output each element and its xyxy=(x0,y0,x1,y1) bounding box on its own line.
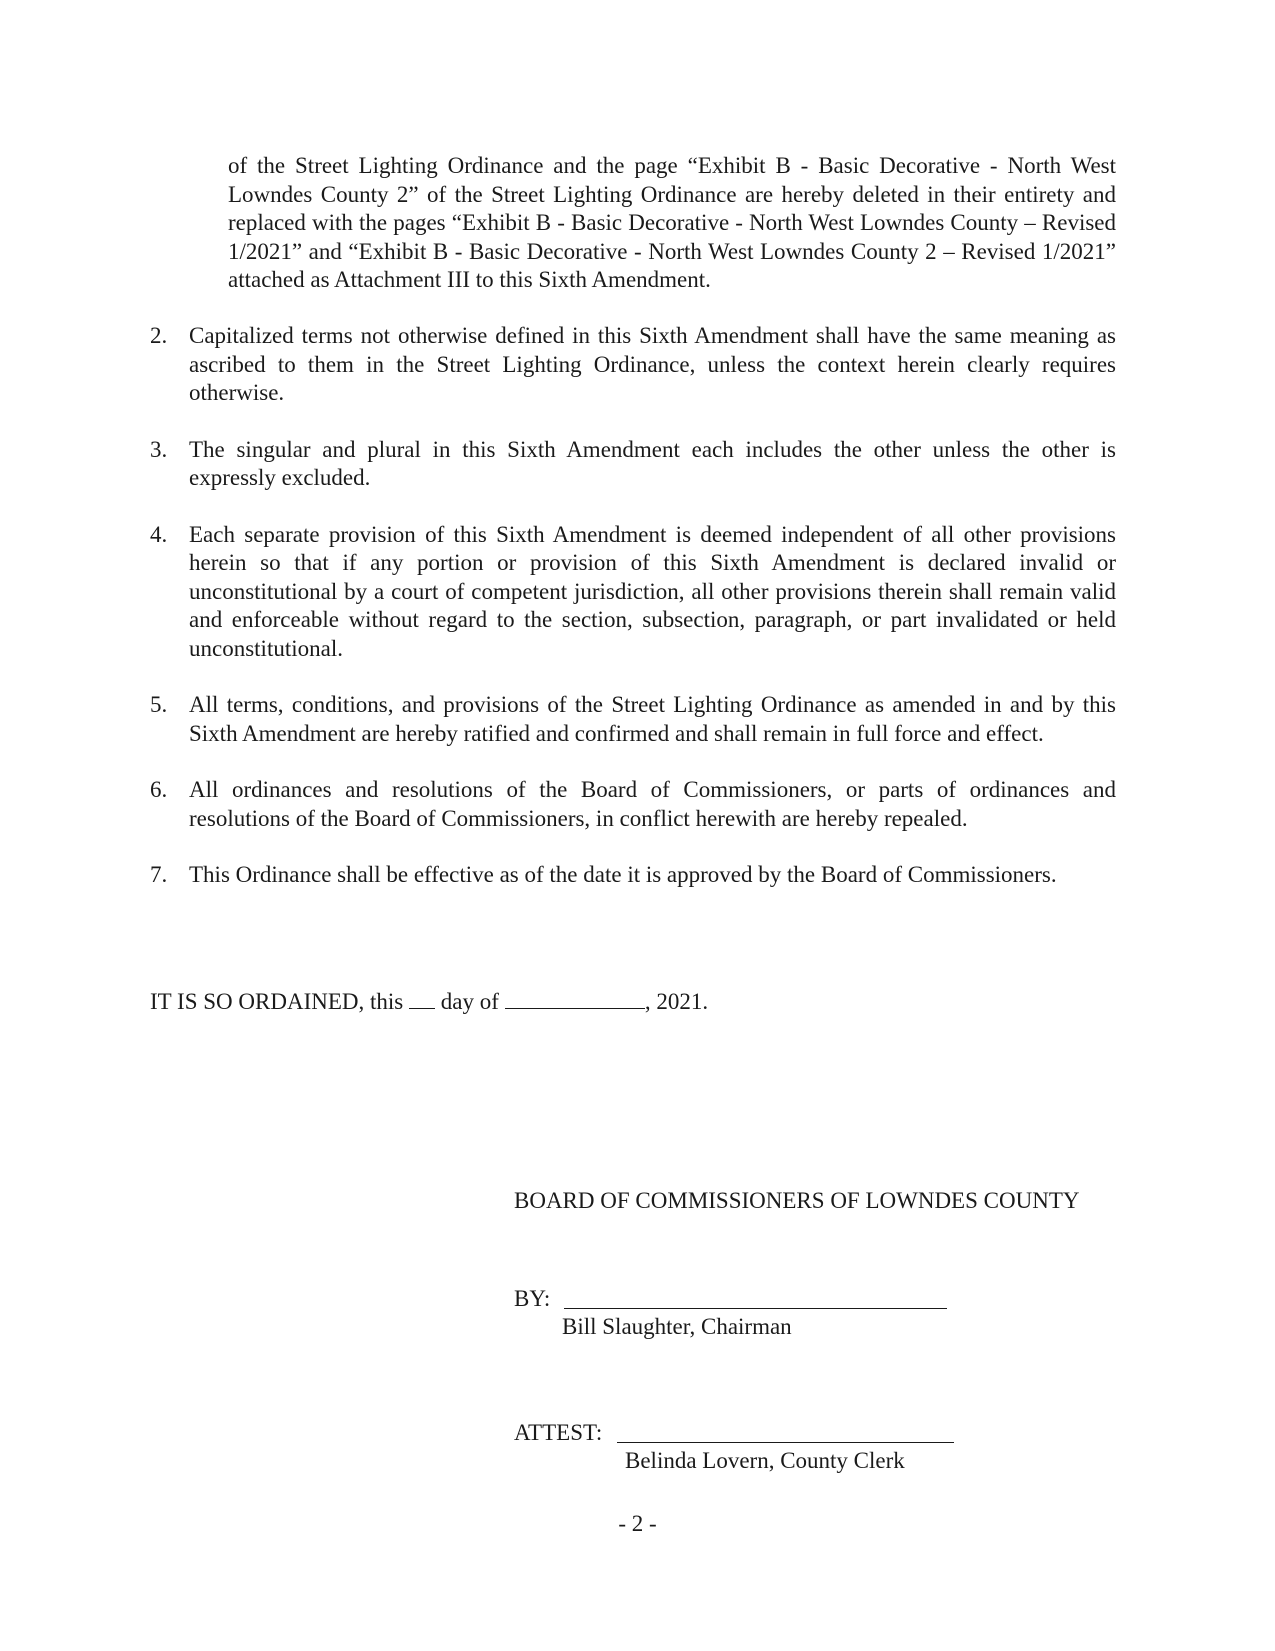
provisions-list xyxy=(150,322,1116,918)
list-item xyxy=(150,776,1116,833)
item-number: 3. xyxy=(150,436,168,462)
page-number-text: - 2 - xyxy=(618,1511,657,1536)
list-item xyxy=(150,436,1116,493)
item-text: The singular and plural in this Sixth Amendment each includes the other unless the other is expressly excluded. xyxy=(189,436,1116,490)
month-blank xyxy=(505,988,645,1009)
chairman-name: Bill Slaughter, Chairman xyxy=(562,1314,792,1339)
item-text: Capitalized terms not otherwise defined in this Sixth Amendment shall have the same meaning as ascribed to them in the Street Lighting Ordinance, unless the context herein clearly requires otherwise. xyxy=(189,323,1116,405)
item-text: Each separate provision of this Sixth Amendment is deemed independent of all other provisions herein so that if any portion or provision of this Sixth Amendment is declared invalid or unconstitutional by a court of competent jurisdiction, all other provisions therein shall remain valid and enforceable without regard to the section, subsection, paragraph, or part invalidated or held unconstitutional. xyxy=(189,521,1116,661)
ordained-prefix: IT IS SO ORDAINED, this xyxy=(150,989,404,1014)
page-number xyxy=(0,1510,1275,1538)
board-title: BOARD OF COMMISSIONERS OF LOWNDES COUNTY xyxy=(514,1188,1080,1213)
item-text: All ordinances and resolutions of the Board of Commissioners, or parts of ordinances and resolutions of the Board of Commissioners, in conflict herewith are hereby repealed. xyxy=(189,777,1116,831)
continuation-paragraph: of the Street Lighting Ordinance and the page “Exhibit B - Basic Decorative - North West Lowndes County 2” of the Street Lighting Ordinance are hereby deleted in their entirety and replaced with the pages “Exhibit B - Basic Decorative - North West Lowndes County – Revised 1/2021” and “Exhibit B - Basic Decorative - North West Lowndes County 2 – Revised 1/2021” attached as Attachment III to this Sixth Amendment. xyxy=(228,153,1116,292)
item-number: 2. xyxy=(150,323,168,348)
chairman-signature-line xyxy=(564,1308,947,1309)
list-item xyxy=(150,861,1116,890)
day-blank xyxy=(409,988,435,1009)
ordained-middle: day of xyxy=(440,989,499,1014)
list-item xyxy=(150,691,1116,748)
by-label: BY: xyxy=(514,1286,551,1311)
clerk-name: Belinda Lovern, County Clerk xyxy=(625,1448,905,1473)
item-number: 6. xyxy=(150,777,168,802)
list-item xyxy=(150,521,1116,664)
item-number: 5. xyxy=(150,692,168,717)
list-item xyxy=(150,322,1116,408)
attest-label: ATTEST: xyxy=(514,1420,603,1445)
item-number: 7. xyxy=(150,862,168,887)
item-text: All terms, conditions, and provisions of the Street Lighting Ordinance as amended in and by this Sixth Amendment are hereby ratified and confirmed and shall remain in full force and effect. xyxy=(189,692,1116,746)
ordained-line xyxy=(150,988,708,1016)
item-text: This Ordinance shall be effective as of the date it is approved by the Board of Commissioners. xyxy=(189,862,1057,887)
ordained-suffix: , 2021. xyxy=(644,989,709,1014)
clerk-signature-line xyxy=(617,1442,954,1443)
item-number: 4. xyxy=(150,521,168,547)
